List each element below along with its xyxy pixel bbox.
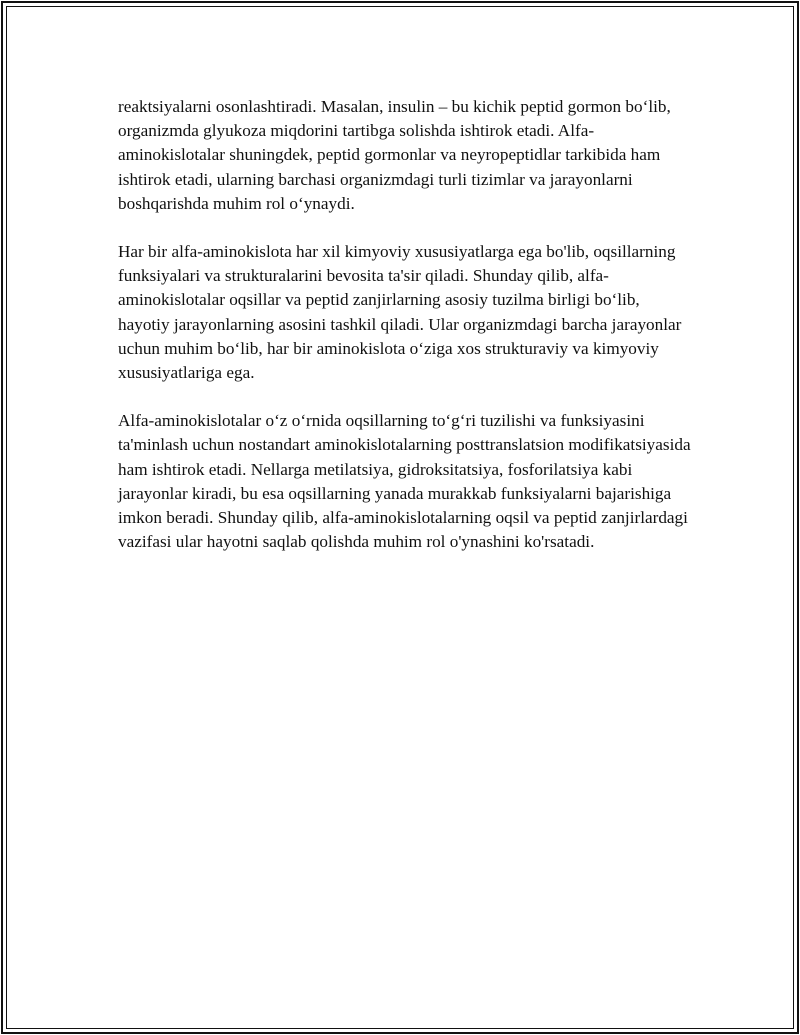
paragraph-1: reaktsiyalarni osonlashtiradi. Masalan, insulin – bu kichik peptid gormon bo‘lib, organizmda glyukoza miqdorini tartibga solishda ishtirok etadi. Alfa-aminokislotalar shuningdek, peptid gormonlar va neyropeptidlar tarkibida ham ishtirok etadi, ularning barchasi organizmdagi turli tizimlar va jarayonlarni boshqarishda muhim rol o‘ynaydi. — [118, 97, 671, 213]
document-body — [118, 95, 693, 578]
paragraph-2: Har bir alfa-aminokislota har xil kimyoviy xususiyatlarga ega bo'lib, oqsillarning funksiyalari va strukturalarini bevosita ta'sir qiladi. Shunday qilib, alfa-aminokislotalar oqsillar va peptid zanjirlarning asosiy tuzilma birligi bo‘lib, hayotiy jarayonlarning asosini tashkil qiladi. Ular organizmdagi barcha jarayonlar uchun muhim bo‘lib, har bir aminokislota o‘ziga xos strukturaviy va kimyoviy xususiyatlariga ega. — [118, 242, 682, 383]
paragraph-3: Alfa-aminokislotalar o‘z o‘rnida oqsillarning to‘g‘ri tuzilishi va funksiyasini ta'minlash uchun nostandart aminokislotalarning posttranslatsion modifikatsiyasida ham ishtirok etadi. Nellarga metilatsiya, gidroksitatsiya, fosforilatsiya kabi jarayonlar kiradi, bu esa oqsillarning yanada murakkab funksiyalarni bajarishiga imkon beradi. Shunday qilib, alfa-aminokislotalarning oqsil va peptid zanjirlardagi vazifasi ular hayotni saqlab qolishda muhim rol o'ynashini ko'rsatadi. — [118, 411, 691, 552]
